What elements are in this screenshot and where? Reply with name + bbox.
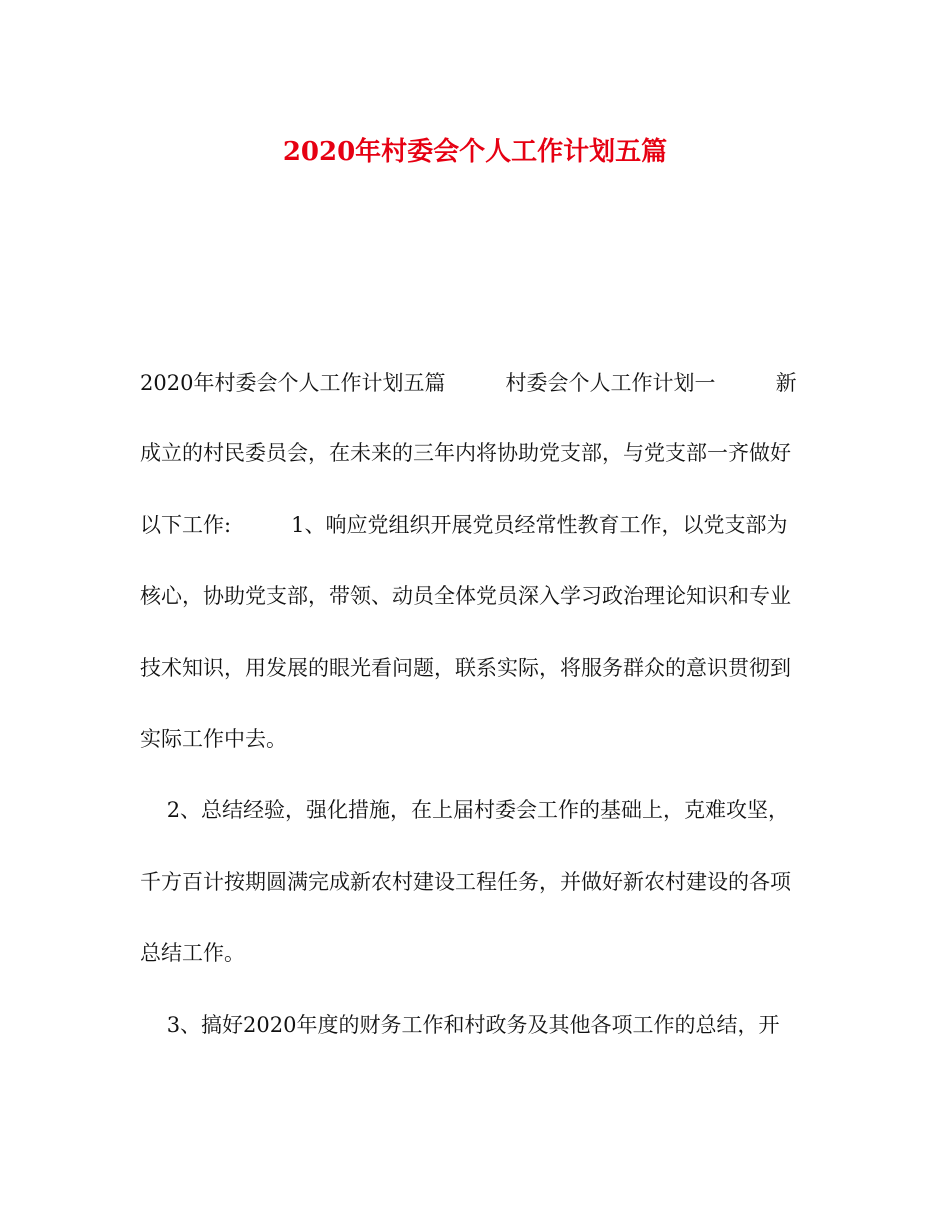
body-line-3: 以下工作: 1、响应党组织开展党员经常性教育工作，以党支部为: [140, 513, 788, 537]
body-line-10: 3、搞好2020年度的财务工作和村政务及其他各项工作的总结，开: [140, 1013, 780, 1037]
body-line-8: 千方百计按期圆满完成新农村建设工程任务，并做好新农村建设的各项: [140, 870, 791, 894]
document-title: 2020年村委会个人工作计划五篇: [282, 137, 668, 167]
body-line-5: 技术知识，用发展的眼光看问题，联系实际，将服务群众的意识贯彻到: [140, 656, 791, 680]
body-line-9: 总结工作。: [140, 941, 245, 965]
body-line-2: 成立的村民委员会，在未来的三年内将协助党支部，与党支部一齐做好: [140, 441, 791, 465]
body-line-4: 核心，协助党支部，带领、动员全体党员深入学习政治理论知识和专业: [140, 584, 791, 608]
body-line-6: 实际工作中去。: [140, 727, 287, 751]
body-line-1: 2020年村委会个人工作计划五篇 村委会个人工作计划一 新: [140, 371, 797, 395]
body-line-7: 2、总结经验，强化措施，在上届村委会工作的基础上，克难攻坚，: [140, 798, 790, 822]
